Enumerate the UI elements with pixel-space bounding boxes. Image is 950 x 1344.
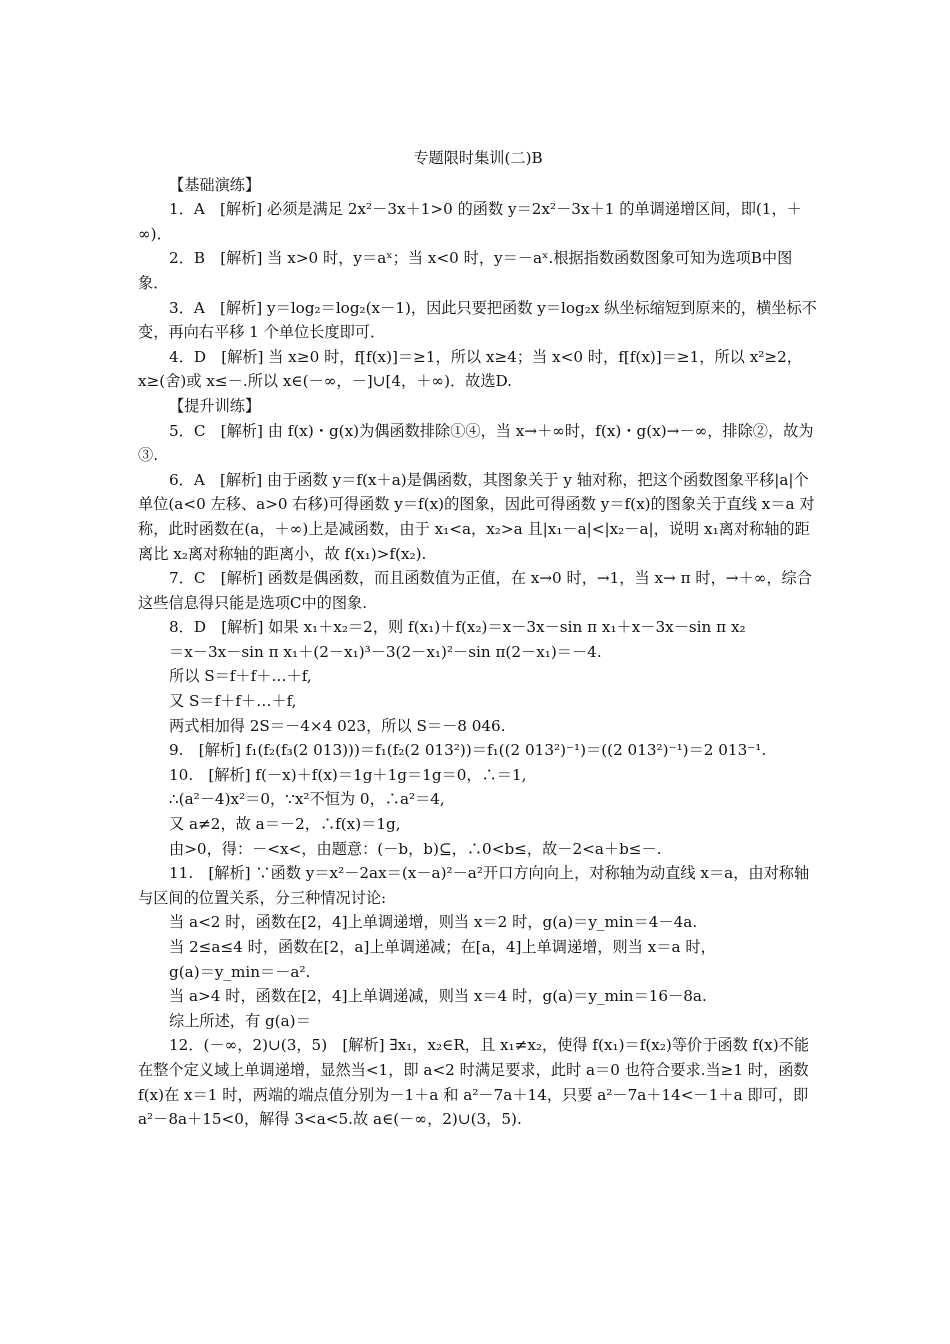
text-line: 当 2≤a≤4 时，函数在[2，a]上单调递减；在[a，4]上单调递增，则当 x＝a 时， bbox=[169, 938, 716, 956]
text-line: 4．D [解析] 当 x≥0 时，f[f(x)]＝≥1，所以 x≥4；当 x<0 时，f[f(x)]＝≥1，所以 x²≥2，x≥(舍)或 x≤－.所以 x∈(－∞，－]∪[4，＋∞)．故选D. bbox=[138, 347, 802, 391]
text-line: 当 a<2 时，函数在[2，4]上单调递增，则当 x＝2 时，g(a)＝y_min＝4－4a. bbox=[169, 913, 698, 932]
text-line: 又 a≠2，故 a＝－2，∴f(x)＝1g, bbox=[169, 815, 401, 834]
text-line: 5．C [解析] 由 f(x)・g(x)为偶函数排除①④，当 x→＋∞时，f(x)・g(x)→－∞，排除②，故为③. bbox=[138, 421, 814, 465]
text-line: 【基础演练】 bbox=[169, 175, 261, 194]
text-line: 8．D [解析] 如果 x₁＋x₂＝2，则 f(x₁)＋f(x₂)＝x－3x－sin π x₁＋x－3x－sin π x₂ bbox=[169, 618, 746, 637]
text-line: 11. [解析] ∵函数 y＝x²－2ax＝(x－a)²－a²开口方向向上，对称轴为动直线 x＝a，由对称轴与区间的位置关系，分三种情况讨论: bbox=[138, 864, 810, 907]
text-line: 12．(－∞，2)∪(3，5) [解析] ∃x₁，x₂∈R，且 x₁≠x₂，使得 f(x₁)＝f(x₂)等价于函数 f(x)不能在整个定义域上单调递增，显然当<1，即 a<2 时满足要求，此时 a＝0 也符合要求.当≥1 时，函数 f(x)在 x＝1 时，两端的端点值分别为－1＋a 和 a²－7a＋14，只要 a²－7a＋14<－1＋a 即可，即 a²－8a＋15<0，解得 3<a<5.故 a∈(－∞，2)∪(3，5). bbox=[138, 1036, 810, 1129]
text-line: 6．A [解析] 由于函数 y＝f(x＋a)是偶函数，其图象关于 y 轴对称，把这个函数图象平移|a|个单位(a<0 左移、a>0 右移)可得函数 y＝f(x)的图象，因此可得函数 y＝f(x)的图象关于直线 x＝a 对称，此时函数在(a，＋∞)上是减函数，由于 x₁<a，x₂>a 且|x₁－a|<|x₂－a|，说明 x₁离对称轴的距离比 x₂离对称轴的距离小，故 f(x₁)>f(x₂). bbox=[138, 470, 815, 563]
document-page bbox=[138, 146, 818, 1132]
text-line: 综上所述，有 g(a)＝ bbox=[169, 1011, 311, 1030]
text-line: 9. [解析] f₁(f₂(f₃(2 013)))＝f₁(f₂(2 013²))＝f₁((2 013²)⁻¹)＝((2 013²)⁻¹)＝2 013⁻¹. bbox=[169, 741, 767, 760]
document-body bbox=[138, 173, 818, 1132]
text-line: ＝x－3x－sin π x₁＋(2－x₁)³－3(2－x₁)²－sin π(2－x₁)＝－4. bbox=[169, 642, 602, 661]
text-line: 两式相加得 2S＝－4×4 023，所以 S＝－8 046. bbox=[169, 716, 506, 735]
text-line: 10. [解析] f(－x)＋f(x)＝1g＋1g＝1g＝0，∴＝1, bbox=[169, 765, 527, 784]
text-line: 所以 S＝f＋f＋…＋f, bbox=[169, 667, 312, 686]
text-line: 由>0，得：－<x<，由题意：(－b，b)⊆，∴0<b≤，故－2<a＋b≤－. bbox=[169, 839, 662, 858]
text-line: 2．B [解析] 当 x>0 时，y＝aˣ；当 x<0 时，y＝－aˣ.根据指数函数图象可知为选项B中图象． bbox=[138, 249, 793, 292]
text-line: g(a)＝y_min＝－a². bbox=[169, 962, 311, 981]
text-line: 【提升训练】 bbox=[169, 396, 261, 415]
text-line: 又 S＝f＋f＋…＋f, bbox=[169, 692, 297, 711]
text-line: 7．C [解析] 函数是偶函数，而且函数值为正值，在 x→0 时，→1，当 x→ π 时，→＋∞，综合这些信息得只能是选项C中的图象. bbox=[138, 569, 812, 612]
text-line: ∴(a²－4)x²＝0，∵x²不恒为 0，∴a²＝4, bbox=[169, 790, 445, 809]
text-line: 当 a>4 时，函数在[2，4]上单调递减，则当 x＝4 时，g(a)＝y_min＝16－8a. bbox=[169, 987, 707, 1006]
text-line: 3．A [解析] y＝log₂＝log₂(x－1)，因此只要把函数 y＝log₂x 纵坐标缩短到原来的，横坐标不变，再向右平移 1 个单位长度即可． bbox=[138, 298, 817, 342]
document-title: 专题限时集训(二)B bbox=[413, 149, 543, 167]
text-line: 1．A [解析] 必须是满足 2x²－3x＋1>0 的函数 y＝2x²－3x＋1 的单调递增区间，即(1，＋∞)． bbox=[138, 200, 802, 243]
